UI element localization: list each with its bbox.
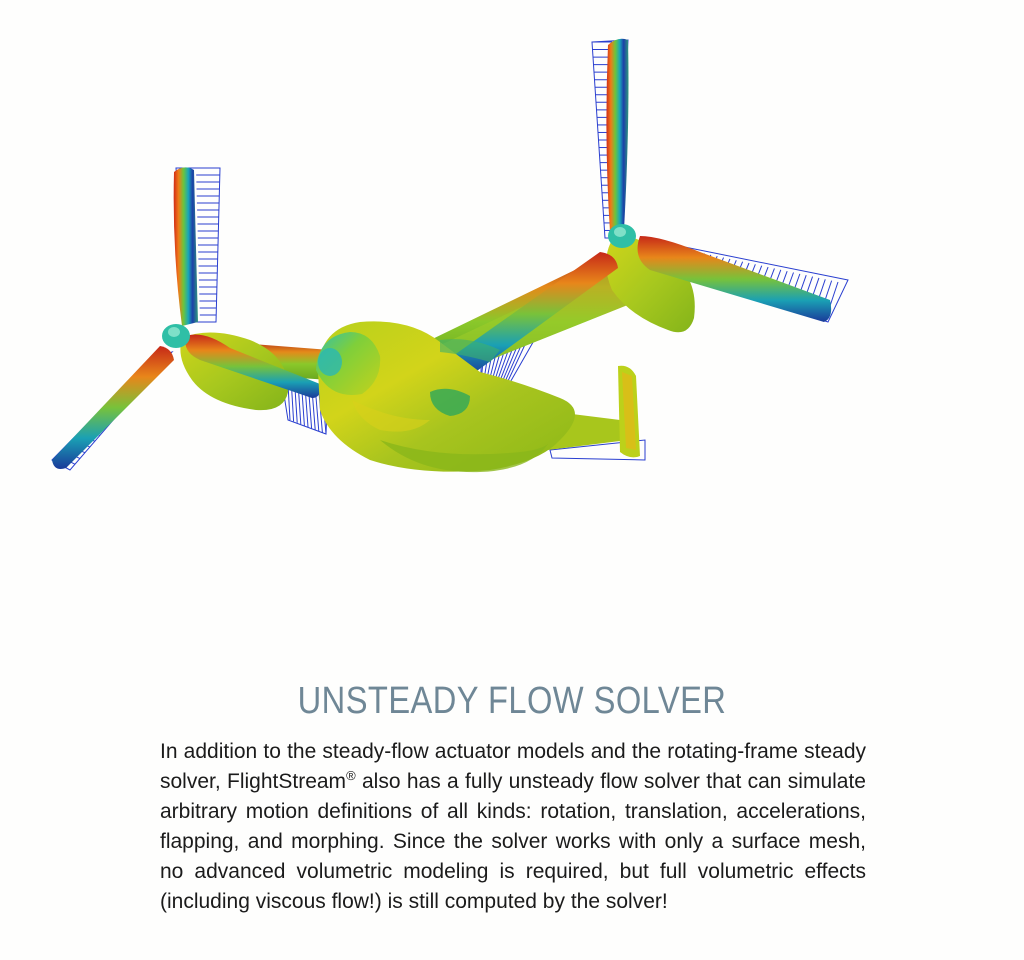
section-paragraph: [160, 737, 866, 917]
paragraph-text-start: In addition to the steady-flow actuator models and the rotating-frame steady solver, FlightStream: [160, 740, 866, 793]
left-upper-blade: [174, 167, 198, 326]
right-upper-blade: [606, 39, 628, 232]
left-lower-blade: [52, 346, 174, 469]
paragraph-text-end: also has a fully unsteady flow solver that can simulate arbitrary motion definitions of all kinds: rotation, translation, accelerations, flapping, and morphing. Since the solver works with only a surface mesh, no advanced volumetric modeling is required, but full volumetric effects (including viscous flow!) is still computed by the solver!: [160, 770, 866, 913]
section-title: UNSTEADY FLOW SOLVER: [297, 680, 727, 722]
registered-mark: ®: [346, 768, 356, 783]
